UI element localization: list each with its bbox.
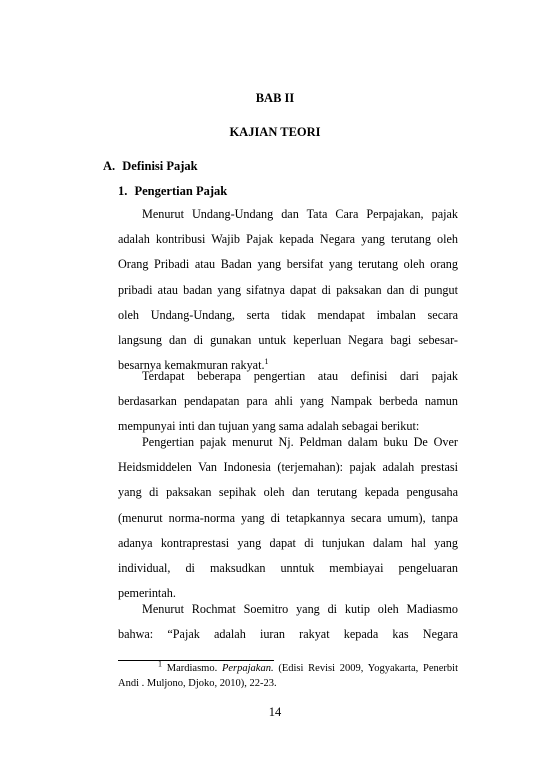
chapter-label: BAB II <box>255 91 295 105</box>
paragraph-2 <box>118 364 458 440</box>
footnote-details: (Edisi Revisi 2009, Yogyakarta, Penerbit <box>273 663 458 674</box>
text-line: Orang Pribadi atau Badan yang bersifat yang terutang oleh orang <box>118 257 458 272</box>
footnote-author: Mardiasmo. <box>166 663 222 674</box>
text-line: berdasarkan pendapatan para ahli yang Nampak berbeda namun <box>118 394 458 409</box>
footnote-reference: 1 <box>264 357 269 367</box>
section-heading <box>103 159 198 174</box>
text-line: bahwa: “Pajak adalah iuran rakyat kepada kas Negara <box>118 627 458 642</box>
text-line: Terdapat beberapa pengertian atau definisi dari pajak <box>142 369 458 383</box>
subsection-heading <box>118 184 227 199</box>
text-line-content: besarnya kemakmuran rakyat. <box>118 358 265 373</box>
text-line: individual, di maksudkan unntuk membiayai pengeluaran <box>118 560 458 575</box>
page-number: 14 <box>268 705 282 719</box>
text-line-last: pemerintah. <box>118 586 176 601</box>
text-line: Menurut Rochmat Soemitro yang di kutip oleh Madiasmo <box>142 602 458 616</box>
text-line: (menurut norma-norma yang di tetapkannya secara umum), tanpa <box>118 510 458 525</box>
paragraph-3 <box>118 430 458 606</box>
subsection-marker: 1. <box>118 184 128 198</box>
text-line: Heidsmiddelen Van Indonesia (terjemahan): pajak adalah prestasi <box>118 460 458 475</box>
text-line: yang di paksakan sepihak oleh dan terutang kepada pengusaha <box>118 485 458 500</box>
text-line: Pengertian pajak menurut Nj. Peldman dalam buku De Over <box>142 435 458 449</box>
section-title: Definisi Pajak <box>122 159 198 173</box>
footnote <box>118 661 458 691</box>
paragraph-1 <box>118 202 458 378</box>
text-line: Menurut Undang-Undang dan Tata Cara Perpajakan, pajak <box>142 207 458 221</box>
footnote-line <box>118 661 458 676</box>
footnote-book-title: Perpajakan. <box>221 663 274 674</box>
paragraph-4 <box>118 597 458 647</box>
text-line-last: mempunyai inti dan tujuan yang sama adalah sebagai berikut: <box>118 419 420 434</box>
footnote-line: Andi . Muljono, Djoko, 2010), 22-23. <box>118 678 277 689</box>
text-line: langsung dan di gunakan untuk keperluan Negara bagi sebesar- <box>118 332 458 347</box>
section-marker: A. <box>103 159 116 173</box>
subsection-title: Pengertian Pajak <box>134 184 228 198</box>
text-line: adalah kontribusi Wajib Pajak kepada Negara yang terutang oleh <box>118 232 458 247</box>
text-line: oleh Undang-Undang, serta tidak mendapat imbalan secara <box>118 307 458 322</box>
footnote-marker: 1 <box>158 659 162 669</box>
text-line: adanya kontraprestasi yang dapat di tunjukan dalam hal yang <box>118 535 458 550</box>
chapter-title: KAJIAN TEORI <box>229 125 321 139</box>
text-line: pribadi atau badan yang sifatnya dapat di paksakan dan di pungut <box>118 282 458 297</box>
